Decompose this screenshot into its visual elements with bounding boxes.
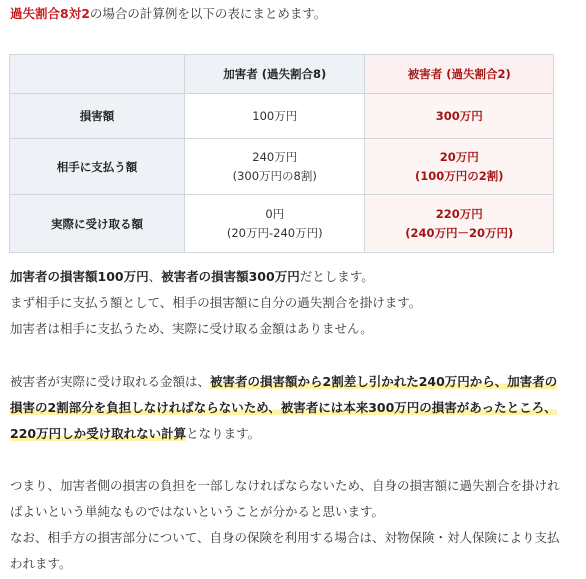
table-header-row bbox=[10, 55, 554, 94]
paragraph-line: われます。 bbox=[10, 556, 72, 571]
intro-sentence bbox=[10, 4, 326, 24]
text: となります。 bbox=[186, 426, 261, 441]
victim-damage bbox=[365, 94, 554, 139]
paragraph-damage-summary bbox=[10, 264, 421, 342]
victim-payment bbox=[365, 139, 554, 195]
cell-note: (240万円－20万円) bbox=[405, 225, 514, 240]
highlighted-text: 被害者の損害額から2割差し引かれた240万円から、加害者の bbox=[210, 374, 558, 389]
table-row bbox=[10, 94, 554, 139]
paragraph-line bbox=[10, 369, 557, 395]
highlighted-text: 220万円しか受け取れない計算 bbox=[10, 426, 187, 441]
row-label-received: 実際に受け取る額 bbox=[10, 195, 185, 253]
cell-value: 240万円 bbox=[252, 149, 298, 164]
text: 被害者が実際に受け取れる金額は、 bbox=[10, 374, 211, 389]
text: 、 bbox=[148, 269, 162, 284]
table-row bbox=[10, 139, 554, 195]
row-label-payment: 相手に支払う額 bbox=[10, 139, 185, 195]
paragraph-line: つまり、加害者側の損害の負担を一部しなければならないため、自身の損害額に過失割合を掛けれ bbox=[10, 478, 560, 493]
paragraph-conclusion bbox=[10, 473, 560, 577]
victim-header: 被害者 (過失割合2) bbox=[365, 55, 554, 94]
perpetrator-header: 加害者 (過失割合8) bbox=[185, 55, 365, 94]
paragraph-line: ばよいという単純なものではないということが分かると思います。 bbox=[10, 504, 385, 519]
cell-note: (20万円-240万円) bbox=[226, 225, 323, 240]
victim-received bbox=[365, 195, 554, 253]
cell-value: 300万円 bbox=[435, 108, 483, 123]
row-label-damage: 損害額 bbox=[10, 94, 185, 139]
fault-ratio-highlight: 過失割合8対2 bbox=[10, 6, 90, 21]
cell-note: (300万円の8割) bbox=[232, 168, 317, 183]
perpetrator-received bbox=[185, 195, 365, 253]
paragraph-line: なお、相手方の損害部分について、自身の保険を利用する場合は、対物保険・対人保険により支払 bbox=[10, 530, 560, 545]
paragraph-line bbox=[10, 395, 557, 421]
cell-value: 100万円 bbox=[252, 108, 298, 123]
perpetrator-payment bbox=[185, 139, 365, 195]
cell-note: (100万円の2割) bbox=[414, 168, 504, 183]
calculation-table bbox=[9, 54, 554, 253]
table-row bbox=[10, 195, 554, 253]
perpetrator-damage bbox=[185, 94, 365, 139]
cell-value: 220万円 bbox=[435, 206, 483, 221]
table-corner-cell bbox=[10, 55, 185, 94]
cell-value: 0円 bbox=[265, 206, 285, 221]
intro-text: の場合の計算例を以下の表にまとめます。 bbox=[89, 6, 327, 21]
paragraph-line bbox=[10, 264, 421, 290]
bold-text: 被害者の損害額300万円 bbox=[161, 269, 300, 284]
text: だとします。 bbox=[299, 269, 374, 284]
paragraph-line: まず相手に支払う額として、相手の損害額に自分の過失割合を掛けます。 bbox=[10, 295, 422, 310]
cell-value: 20万円 bbox=[439, 149, 479, 164]
paragraph-line bbox=[10, 421, 557, 447]
bold-text: 加害者の損害額100万円 bbox=[10, 269, 149, 284]
highlighted-text: 損害の2割部分を負担しなければならないため、被害者には本来300万円の損害があったところ、 bbox=[10, 400, 557, 415]
paragraph-line: 加害者は相手に支払うため、実際に受け取る金額はありません。 bbox=[10, 321, 373, 336]
paragraph-victim-explanation bbox=[10, 369, 557, 447]
